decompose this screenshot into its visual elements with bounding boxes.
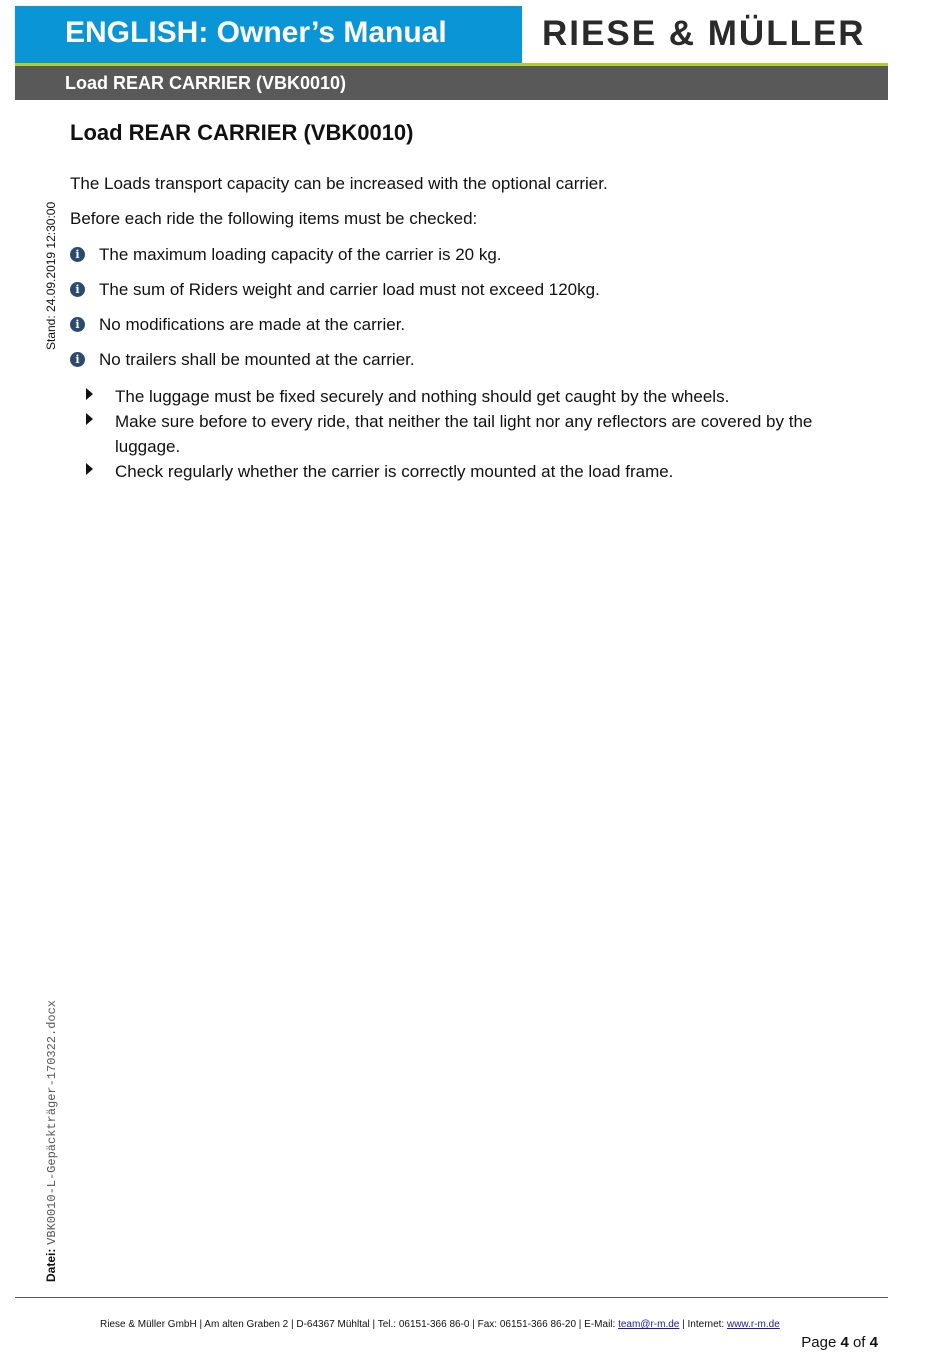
footer-internet-label: | Internet: — [679, 1319, 727, 1330]
intro-text: The Loads transport capacity can be increased with the optional carrier. — [70, 174, 608, 193]
info-item-text: The maximum loading capacity of the carrier is 20 kg. — [99, 245, 502, 264]
info-icon: i — [70, 352, 85, 367]
footer-email-link[interactable]: team@r-m.de — [618, 1319, 680, 1330]
info-icon: i — [70, 247, 85, 262]
section-subtitle: Load REAR CARRIER (VBK0010) — [65, 73, 347, 93]
info-item-text: No trailers shall be mounted at the carrier. — [99, 350, 415, 369]
step-item-text: Make sure before to every ride, that neither the tail light nor any reflectors are covered by the luggage. — [115, 412, 813, 456]
info-icon: i — [70, 282, 85, 297]
footer-company: Riese & Müller GmbH | Am alten Graben 2 | D-64367 Mühltal | Tel.: 06151-366 86-0 | Fax: 06151-366 86-20 | E-Mail: — [100, 1319, 619, 1330]
info-item-text: No modifications are made at the carrier. — [99, 315, 406, 334]
file-label: Datei: — [44, 1248, 58, 1282]
page-current: 4 — [840, 1334, 849, 1351]
header-title-bar — [15, 6, 522, 63]
page-prefix: Page — [801, 1334, 841, 1351]
file-info — [44, 1000, 59, 1282]
triangle-right-icon — [86, 413, 93, 425]
triangle-right-icon — [86, 463, 93, 475]
footer-divider — [15, 1297, 888, 1298]
file-name: VBK0010-L-Gepäckträger-170322.docx — [45, 999, 59, 1245]
step-item-text: The luggage must be fixed securely and nothing should get caught by the wheels. — [115, 387, 730, 406]
triangle-right-icon — [86, 388, 93, 400]
document-title: ENGLISH: Owner’s Manual — [65, 16, 447, 49]
info-item-text: The sum of Riders weight and carrier load must not exceed 120kg. — [99, 280, 600, 299]
footer-website-link[interactable]: www.r-m.de — [726, 1319, 780, 1330]
page-number — [801, 1334, 878, 1351]
step-item-text: Check regularly whether the carrier is correctly mounted at the load frame. — [115, 462, 674, 481]
info-icon: i — [70, 317, 85, 332]
header-subtitle-bar — [15, 66, 888, 100]
page-heading: Load REAR CARRIER (VBK0010) — [70, 120, 414, 145]
page-of: of — [848, 1334, 870, 1351]
stand-date: Stand: 24.09.2019 12:30:00 — [44, 201, 58, 350]
check-intro-text: Before each ride the following items must be checked: — [70, 209, 478, 228]
footer-company-info — [100, 1319, 780, 1330]
brand-logo: RIESE & MÜLLER — [542, 14, 866, 53]
page-total: 4 — [869, 1334, 878, 1351]
